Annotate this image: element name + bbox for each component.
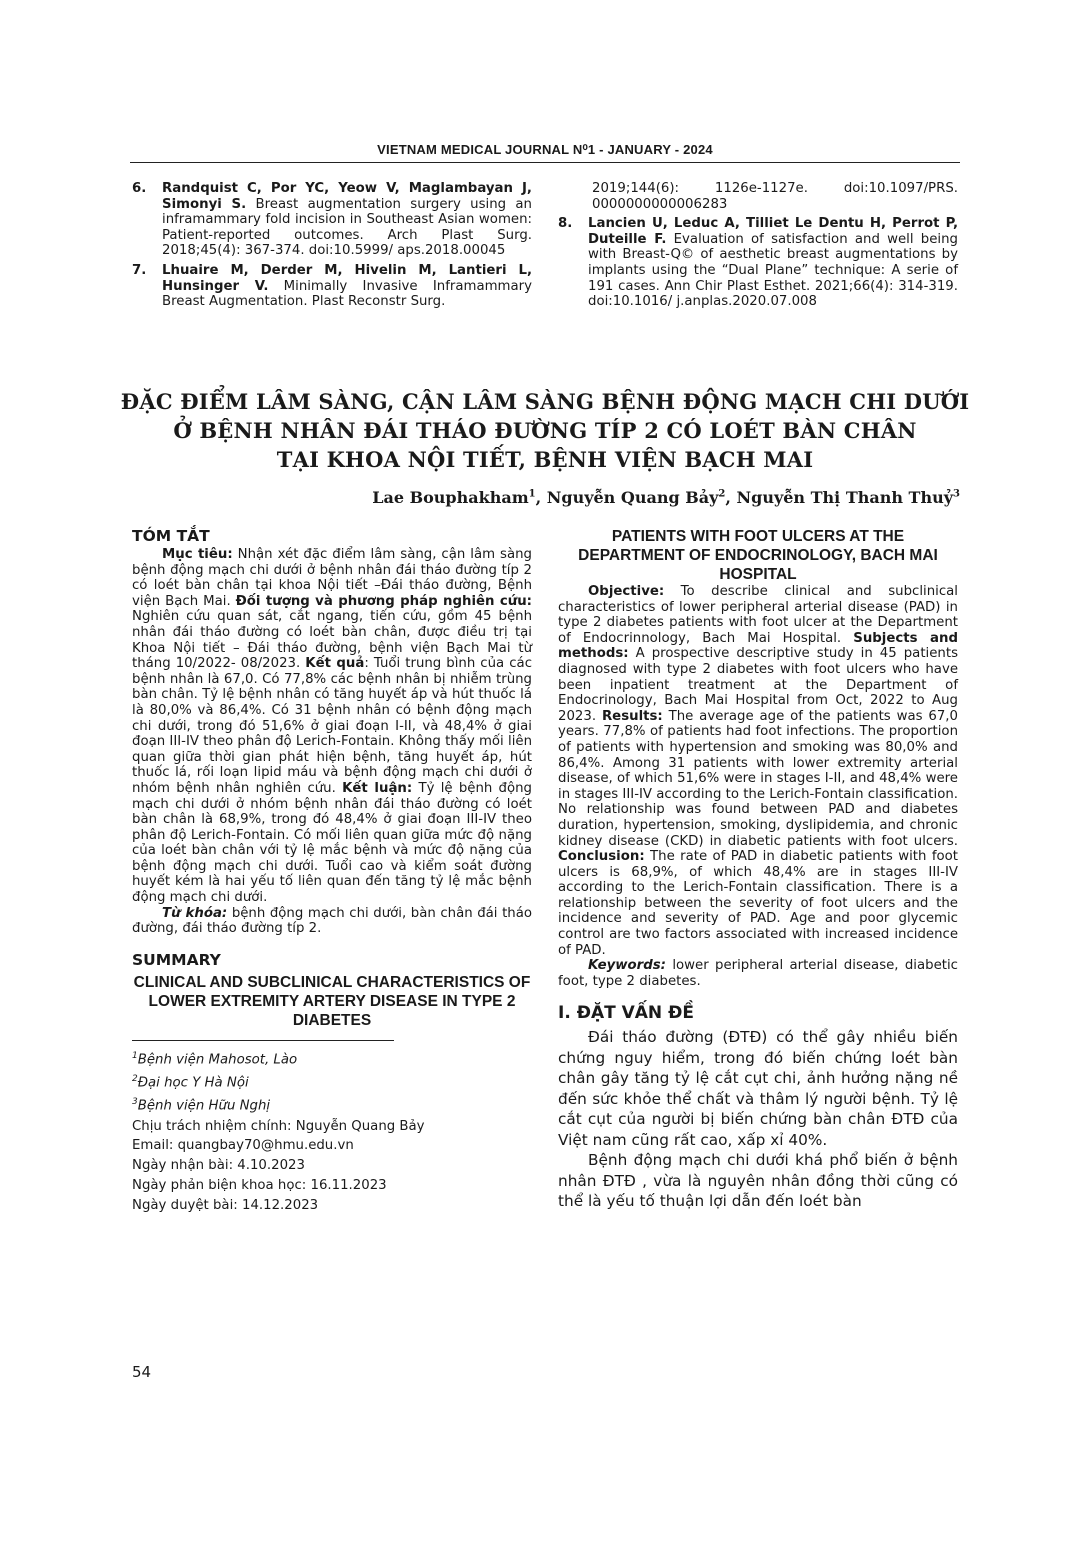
affiliation-text: Đại học Y Hà Nội xyxy=(137,1075,249,1091)
intro-paragraph-2: Bệnh động mạch chi dưới khá phổ biến ở bệnh nhân ĐTĐ , vừa là nguyên nhân đồng thời cũng có thể là yếu tố thuận lợi dẫn đến loét bàn xyxy=(558,1151,958,1211)
conclusion-text: Tỷ lệ bệnh động mạch chi dưới ở nhóm bệnh nhân đái tháo đường có loét bàn chân là 68,9%, trong đó 48,4% ở giai đoạn III-IV theo phân độ Lerich-Fontain. Có mối liên quan giữa mức độ nặng của loét bàn chân với tỷ lệ mắc bệnh và mức độ nặng của bệnh động mạch chi dưới. Tuổi cao và kiểm soát đường huyết kém là hai yếu tố liên quan đến tăng tỷ lệ mắc bệnh động mạch chi dưới. xyxy=(132,780,532,906)
affiliation-text: Bệnh viện Hữu Nghị xyxy=(137,1098,271,1114)
reference-number: 6. xyxy=(132,181,147,196)
received-date: Ngày nhận bài: 4.10.2023 xyxy=(132,1158,305,1174)
author-name: Nguyễn Quang Bảy xyxy=(546,488,719,507)
keywords-label: Từ khóa: xyxy=(162,905,228,921)
conclusion-text: The rate of PAD in diabetic patients with foot ulcers is 68,9%, of which 48,4% are in stages III-IV according to the Lerich-Fontain classification. There is a relationship between the severity of foot ulcers and the incidence and severity of PAD. Age and poor glycemic control are two factors associated with increased incidence of PAD. xyxy=(558,849,958,958)
results-text: The average age of the patients was 67,0 years. 77,8% of patients had foot infections. The proportion of patients with hypertension and smoking was 80,0% and 86,4%. Among 31 patients with lower extremity arterial disease, of which 51,6% were in stages I-II, and 48,4% were in stages III-IV according to the Lerich-Fontain classification. No relationship was found between PAD and diabetes duration, hypertension, smoking, dyslipidemia, and chronic kidney disease (CKD) in diabetic patients with foot ulcers. xyxy=(558,708,958,849)
reference-item xyxy=(558,216,958,310)
objective-text: To describe clinical and subclinical characteristics of lower peripheral arterial disease (PAD) in type 2 diabetes patients with foot ulcer at the Department of Endocrinnology, Bach Mai Hospital. xyxy=(558,584,958,646)
summary-title-right: PATIENTS WITH FOOT ULCERS AT THE DEPARTMENT OF ENDOCRINOLOGY, BACH MAI HOSPITAL xyxy=(578,528,938,583)
references-right xyxy=(558,181,958,314)
references-left xyxy=(132,181,532,314)
page-number: 54 xyxy=(132,1363,152,1381)
keywords-text: lower peripheral arterial disease, diabetic foot, type 2 diabetes. xyxy=(558,958,958,989)
objective-label: Objective: xyxy=(588,584,665,599)
article-title xyxy=(110,387,980,474)
reference-authors: Lancien U, Leduc A, Tilliet Le Dentu H, Perrot P, Duteille F. xyxy=(588,216,958,247)
title-line: TẠI KHOA NỘI TIẾT, BỆNH VIỆN BẠCH MAI xyxy=(276,447,814,472)
reference-item xyxy=(132,263,532,310)
affiliation-1: $^1$Bệnh viện Mahosot, Lào xyxy=(132,1050,298,1068)
affiliation-text: Bệnh viện Mahosot, Lào xyxy=(137,1052,298,1068)
reviewed-date: Ngày phản biện khoa học: 16.11.2023 xyxy=(132,1177,387,1193)
author-affiliation: 1 xyxy=(528,488,536,500)
intro-paragraph-1: Đái tháo đường (ĐTĐ) có thể gây nhiều biến chứng nguy hiểm, trong đó biến chứng loét bàn chân gây tăng tỷ lệ cắt cụt chi, ảnh hưởng nặng nề đến sức khỏe thể chất và thâm lý người bệnh. Tỷ lệ cắt cụt của người bị biến chứng bàn chân ĐTĐ của Việt nam cũng rất cao, xấp xỉ 40%. xyxy=(558,1028,958,1149)
author-list: Lae Bouphakham$^1$, Nguyễn Quang Bảy$^2$, Nguyễn Thị Thanh Thuỷ$^3$ xyxy=(372,488,960,507)
email: Email: quangbay70@hmu.edu.vn xyxy=(132,1138,354,1154)
accepted-date: Ngày duyệt bài: 14.12.2023 xyxy=(132,1197,319,1213)
summary-heading: SUMMARY xyxy=(132,950,221,969)
conclusion-label: Kết luận: xyxy=(342,780,413,796)
abstract-en-keywords xyxy=(558,958,958,989)
methods-label: Đối tượng và phương pháp nghiên cứu: xyxy=(235,593,532,609)
reference-item xyxy=(132,181,532,259)
footnote-rule xyxy=(132,1040,394,1041)
methods-label: Subjects and methods: xyxy=(558,630,958,662)
title-line: Ở BỆNH NHÂN ĐÁI THÁO ĐƯỜNG TÍP 2 CÓ LOÉT BÀN CHÂN xyxy=(173,418,917,443)
results-label: Kết quả xyxy=(305,656,365,672)
author-affiliation: 3 xyxy=(953,488,960,500)
author-affiliation: 2 xyxy=(718,488,726,500)
reference-body: Breast augmentation surgery using an inframammary fold incision in Southeast Asian women: Patient-reported outcomes. Arch Plast Surg. 2018;45(4): 367-374. doi:10.5999/ aps.2018.00045 xyxy=(162,196,532,259)
reference-text xyxy=(162,263,532,310)
reference-number: 7. xyxy=(132,262,147,278)
methods-text: A prospective descriptive study in 45 patients diagnosed with type 2 diabetes with foot ulcers who have been inpatient treatment at the Department of Endocrinology, Bach Mai Hospital from Oct, 2022 to Aug 2023. xyxy=(558,646,958,724)
header-rule xyxy=(130,162,960,163)
keywords-text: bệnh động mạch chi dưới, bàn chân đái tháo đường, đái tháo đường típ 2. xyxy=(132,905,532,937)
affiliation-3: $^3$Bệnh viện Hữu Nghị xyxy=(132,1097,271,1114)
reference-text xyxy=(162,181,532,259)
abstract-vi-keywords xyxy=(132,906,532,937)
keywords-label: Keywords: xyxy=(588,958,666,974)
methods-text: Nghiên cứu quan sát, cắt ngang, tiến cứu, gồm 45 bệnh nhân đái tháo đường có loét bàn chân, được điều trị tại Khoa Nội tiết – Đái tháo đường, bệnh viện Bạch Mai từ tháng 10/2022- 08/2023. xyxy=(132,609,532,672)
intro-heading: I. ĐẶT VẤN ĐỀ xyxy=(558,1003,694,1024)
right-column xyxy=(558,527,958,1212)
reference-body: Evaluation of satisfaction and well being with Breast-Q© of aesthetic breast augmentations by implants using the “Dual Plane” technique: A serie of 191 cases. Ann Chir Plast Esthet. 2021;66(4): 314-319. doi:10.1016/ j.anplas.2020.07.008 xyxy=(588,231,958,310)
results-label: Results: xyxy=(601,708,663,724)
author-name: Nguyễn Thị Thanh Thuỷ xyxy=(736,488,954,507)
reference-text xyxy=(588,216,958,310)
corresponding-author: Chịu trách nhiệm chính: Nguyễn Quang Bảy xyxy=(132,1118,425,1134)
abstract-vi-heading: TÓM TẮT xyxy=(132,527,210,545)
reference-continuation: 2019;144(6): 1126e-1127e. doi:10.1097/PRS. 0000000000006283 xyxy=(592,181,958,212)
reference-authors: Randquist C, Por YC, Yeow V, Maglambayan J, Simonyi S. xyxy=(162,181,532,212)
objective-text: Nhận xét đặc điểm lâm sàng, cận lâm sàng bệnh động mạch chi dưới ở bệnh nhân đái tháo đường típ 2 có loét bàn chân tại khoa Nội tiết –Đái tháo đường, Bệnh viện Bạch Mai. xyxy=(132,547,532,609)
summary-title-left: CLINICAL AND SUBCLINICAL CHARACTERISTICS OF LOWER EXTREMITY ARTERY DISEASE IN TYPE 2 DIABETES xyxy=(133,973,531,1029)
reference-number: 8. xyxy=(558,216,573,232)
affiliation-2: $^2$Đại học Y Hà Nội xyxy=(132,1074,249,1091)
reference-body: Minimally Invasive Inframammary Breast Augmentation. Plast Reconstr Surg. xyxy=(162,278,532,310)
running-head: VIETNAM MEDICAL JOURNAL N⁰1 - JANUARY - 2024 xyxy=(377,142,713,157)
abstract-en-body xyxy=(558,584,958,958)
author-name: Lae Bouphakham xyxy=(372,488,529,507)
left-column xyxy=(132,527,532,1215)
title-line: ĐẶC ĐIỂM LÂM SÀNG, CẬN LÂM SÀNG BỆNH ĐỘNG MẠCH CHI DƯỚI xyxy=(120,389,970,414)
conclusion-label: Conclusion: xyxy=(558,849,645,865)
footnotes xyxy=(132,1047,532,1216)
objective-label: Mục tiêu: xyxy=(162,547,233,562)
reference-authors: Lhuaire M, Derder M, Hivelin M, Lantieri L, Hunsinger V. xyxy=(162,262,532,294)
abstract-vi-body xyxy=(132,547,532,906)
results-text: : Tuổi trung bình của các bệnh nhân là 67,0. Có 77,8% các bệnh nhân bị nhiễm trùng bàn chân. Tỷ lệ bệnh nhân có tăng huyết áp và hút thuốc lá là 80,0% và 86,4%. Có 31 bệnh nhân có bệnh động mạch chi dưới, trong đó 51,6% ở giai đoạn I-II, và 48,4% ở giai đoạn III-IV theo phân độ Lerich-Fontain. Không thấy mối liên quan giữa thời gian phát hiện bệnh, tăng huyết áp, hút thuốc lá, rối loạn lipid máu và bệnh động mạch chi dưới ở nhóm bệnh nhân nghiên cứu. xyxy=(132,656,532,796)
